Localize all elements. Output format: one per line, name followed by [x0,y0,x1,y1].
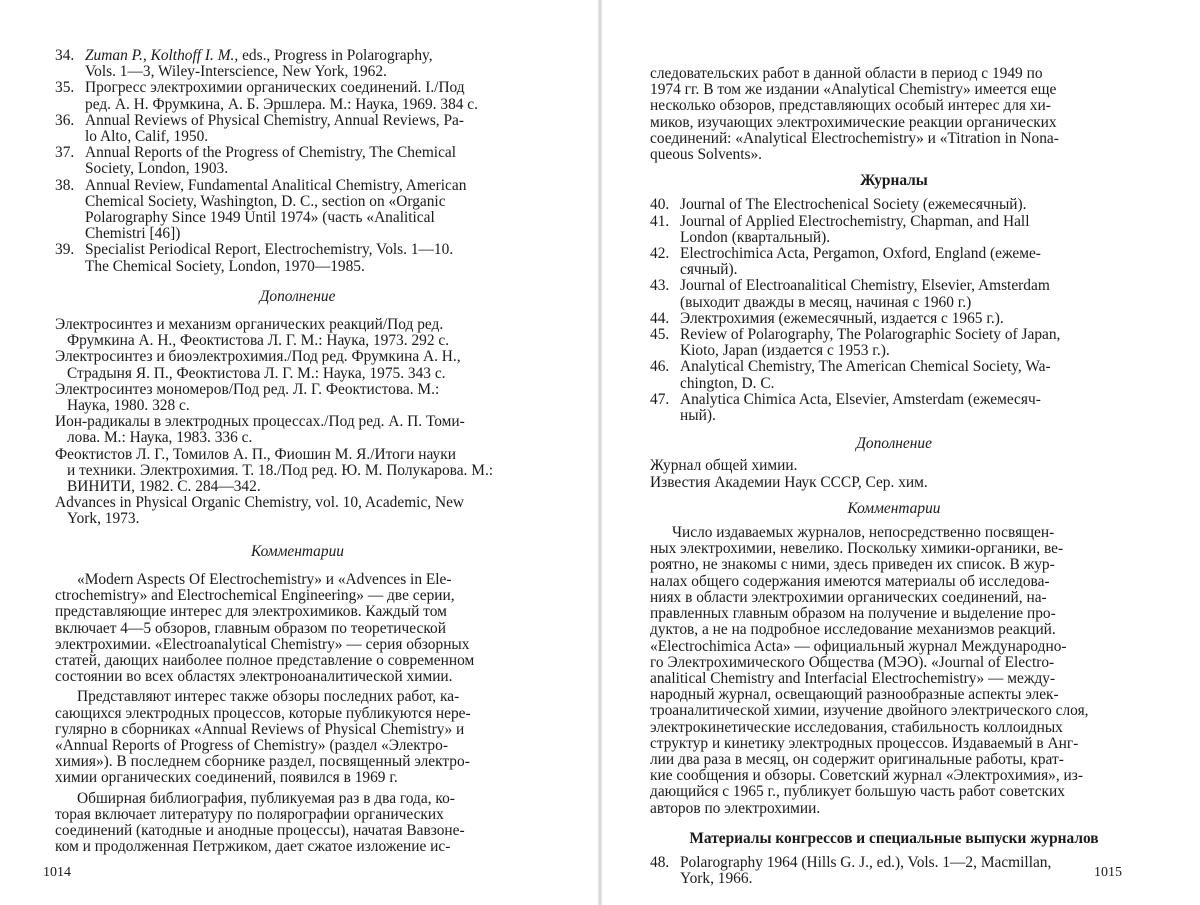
reference-line: ред. А. Н. Фрумкина, А. Б. Эршлера. М.: Наука, 1969. 384 с. [85,95,478,113]
materials-list [650,855,1138,887]
reference-line: Society, London, 1903. [85,160,229,178]
paragraph-line: Число издаваемых журналов, непосредственно посвящен- [672,524,1055,542]
supplement-line: лова. М.: Наука, 1983. 336 с. [67,429,253,447]
journals-heading: Журналы [860,172,928,190]
reference-line: Specialist Periodical Report, Electrochemistry, Vols. 1—10. [85,241,454,259]
supplement-list-right [650,458,1138,490]
supplement-list-left [55,317,540,528]
reference-line: Vols. 1—3, Wiley-Interscience, New York, 1962. [85,63,387,81]
journal-number: 41. [650,212,670,230]
paragraph-line: «Modern Aspects Of Electrochemistry» и «Advences in Ele- [77,570,452,588]
right-page [600,0,1200,905]
paragraph-line: queous Solvents». [650,146,763,164]
paragraph-line: народный журнал, освещающий разнообразные аспекты элек- [650,686,1059,704]
journal-number: 40. [650,196,670,214]
journal-line: chington, D. C. [680,374,775,392]
paragraph-line: следовательских работ в данной области в период с 1949 по [650,65,1043,82]
journal-line: (выходит дважды в месяц, начиная с 1960 г.) [680,293,972,311]
supplement-line: Известия Академии Наук СССР, Сер. хим. [650,473,928,491]
reference-number: 36. [55,111,75,129]
supplement-line: York, 1973. [67,510,140,528]
paragraph-line: 1974 гг. В том же издании «Analytical Chemistry» имеется еще [650,81,1057,99]
reference-line: Chemistri [46]) [85,225,181,243]
reference-number: 38. [55,176,75,194]
paragraph-line: сающихся электродных процессов, которые публикуются нере- [55,704,471,722]
journal-line: Analytical Chemistry, The American Chemical Society, Wa- [680,358,1051,376]
supplement-line: Наука, 1980. 328 с. [67,397,190,415]
paragraph-line: несколько обзоров, представляющих особый интерес для хи- [650,97,1051,115]
supplement-line: ВИНИТИ, 1982. С. 284—342. [67,478,261,496]
paragraph-line: соединений (катодные и анодные процессы), начатая Вавзоне- [55,821,465,839]
materials-heading: Материалы конгрессов и специальные выпуски журналов [689,829,1099,847]
journal-item [650,327,1138,343]
paragraph-line: гулярно в сборниках «Annual Reviews of Physical Chemistry» и [55,720,465,738]
paragraph-line: представляющие интерес для электрохимиков. Каждый том [55,603,447,621]
journal-list [650,197,1138,424]
materials-item [650,855,1138,871]
supplement-heading: Дополнение [259,287,336,305]
reference-number: 39. [55,241,75,259]
journal-number: 44. [650,309,670,327]
page-number-left: 1014 [43,865,71,880]
supplement-line: и техники. Электрохимия. Т. 18./Под ред. Ю. М. Полукарова. М.: [67,461,494,479]
supplement-line: Журнал общей химии. [650,457,798,475]
reference-line: Chemical Society, Washington, D. C., section on «Organic [85,192,446,210]
paragraph-line: авторов по электрохимии. [650,799,821,817]
supplement-line: Феоктистов Л. Г., Томилов А. П., Фиошин М. Я./Итоги науки [55,445,456,463]
paragraph-line: налах общего содержания имеются материалы об исследова- [650,572,1050,590]
paragraph-line: го Электрохимического Общества (МЭО). «Journal of Electro- [650,653,1055,671]
supplement-line: Страдыня Я. П., Феоктистова Л. Г. М.: Наука, 1975. 343 с. [67,364,446,382]
reference-line: Annual Review, Fundamental Analitical Chemistry, American [85,176,467,194]
paragraph-line: электрохимии. «Electroanalytical Chemistry» — серия обзорных [55,635,470,653]
paragraph-line: ctrochemistry» and Electrochemical Engineering» — две серии, [55,587,455,605]
paragraph-line: электрокинетические исследования, стабильность коллоидных [650,718,1063,736]
journal-line: Kioto, Japan (издается с 1953 г.). [680,342,890,360]
reference-item [55,80,540,96]
reference-text-rest: eds., Progress in Polarography, [238,47,433,64]
supplement-line: Электросинтез мономеров/Под ред. Л. Г. Феоктистова. М.: [55,380,440,398]
journal-line: Journal of Applied Electrochemistry, Chapman, and Hall [680,212,1030,230]
materials-number: 48. [650,853,670,871]
reference-number: 37. [55,144,75,162]
materials-line: Polarography 1964 (Hills G. J., ed.), Vols. 1—2, Macmillan, [680,853,1052,871]
reference-list-left [55,48,540,275]
journal-item [650,246,1138,262]
comments-heading-right: Комментарии [847,499,941,517]
journal-number: 45. [650,326,670,344]
paragraph-line: «Annual Reports of Progress of Chemistry» (раздел «Электро- [55,736,448,754]
paragraph-line: торая включает литературу по полярографии органических [55,805,444,823]
journal-line: Review of Polarography, The Polarographic Society of Japan, [680,326,1061,344]
paragraph-line: Обширная библиография, публикуемая раз в два года, ко- [77,789,455,807]
paragraph-line: кие сообщения и обзоры. Советский журнал «Электрохимия», из- [650,767,1083,785]
paragraph-line: химия»). В последнем сборнике раздел, посвященный электро- [55,753,470,771]
reference-line: Annual Reviews of Physical Chemistry, Annual Reviews, Pa- [85,111,465,129]
page-number-right: 1015 [1094,865,1122,880]
journal-item [650,214,1138,230]
paragraph-line: троаналитической химии, изучение двойного электрического слоя, [650,702,1089,720]
intro-paragraph [650,66,1138,163]
paragraph-line: дающийся с 1965 г., публикует большую часть работ советских [650,783,1065,801]
comments-heading: Комментарии [251,542,344,560]
reference-item [55,145,540,161]
paragraph-line: «Electrochimica Acta» — официальный журнал Международно- [650,637,1067,655]
paragraph-line: правленных главным образом на получение и выделение про- [650,605,1056,623]
paragraph-line: analitical Chemistry and Interfacial Electrochemistry» — между- [650,669,1056,687]
journal-number: 42. [650,245,670,263]
journal-number: 43. [650,277,670,295]
paragraph-line: лии два раза в месяц, он содержит оригинальные работы, крат- [650,750,1064,768]
paragraph-line: статей, дающих наиболее полное представление о современном [55,651,475,669]
journal-line: Journal of The Electrochenical Society (ежемесячный). [680,196,1027,214]
paragraph-line: соединений: «Analytical Electrochemistry» и «Titration in Nona- [650,129,1059,147]
journal-item [650,278,1138,294]
reference-item [55,48,540,64]
journal-line: Electrochimica Acta, Pergamon, Oxford, England (ежеме- [680,245,1041,263]
paragraph-line: Представляют интерес также обзоры последних работ, ка- [77,688,460,706]
supplement-line: Advances in Physical Organic Chemistry, vol. 10, Academic, New [55,494,465,512]
reference-line: Polarography Since 1949 Until 1974» (часть «Analitical [85,209,435,227]
paragraph-line: включает 4—5 обзоров, главным образом по теоретической [55,619,446,637]
reference-line: The Chemical Society, London, 1970—1985. [85,257,365,275]
journal-line: ный). [680,407,716,425]
paragraph-line: дуктов, а не на подробное исследование механизмов реакций. [650,621,1056,639]
supplement-line: Фрумкина А. Н., Феоктистова Л. Г. М.: Наука, 1973. 292 с. [67,332,450,350]
journal-line: London (квартальный). [680,228,831,246]
journal-line: Analytica Chimica Acta, Elsevier, Amsterdam (ежемесяч- [680,390,1041,408]
reference-line: Annual Reports of the Progress of Chemistry, The Chemical [85,144,457,162]
paragraph-line: миков, изучающих электрохимические реакции органических [650,113,1057,131]
reference-item [55,178,540,194]
paragraph-line: роятно, не знакомы с ними, здесь приведен их список. В жур- [650,556,1055,574]
paragraph-line: химии органических соединений, появился в 1969 г. [55,769,398,787]
reference-text: Zuman P., Kolthoff I. M., eds., Progress in Polarography, [85,47,433,64]
supplement-line: Электросинтез и биоэлектрохимия./Под ред. Фрумкина А. Н., [55,348,461,366]
paragraph-line: ком и продолженная Петржиком, дает сжатое изложение ис- [55,838,451,856]
materials-line: York, 1966. [680,870,753,888]
journal-item [650,359,1138,375]
paragraph-line: ниях в области электрохимии органических соединений, на- [650,588,1047,606]
journal-item [650,311,1138,327]
journal-item [650,392,1138,408]
journal-number: 46. [650,358,670,376]
supplement-line: Ион-радикалы в электродных процессах./Под ред. А. П. Томи- [55,413,465,431]
journal-line: Электрохимия (ежемесячный, издается с 1965 г.). [680,309,1004,327]
reference-item [55,113,540,129]
paragraph-line: структур и кинетику электродных процессов. Издаваемый в Анг- [650,734,1079,752]
journal-line: Journal of Electroanalitical Chemistry, Elsevier, Amsterdam [680,277,1050,295]
reference-line: lo Alto, Calif, 1950. [85,128,209,146]
comments-left [55,572,540,855]
reference-number: 35. [55,79,75,97]
journal-item [650,197,1138,213]
reference-line: Прогресс электрохимии органических соединений. I./Под [85,79,465,97]
supplement-line: Электросинтез и механизм органических реакций/Под ред. [55,316,444,334]
comments-right [650,525,1138,817]
supplement-heading-right: Дополнение [856,435,932,453]
journal-line: сячный). [680,261,738,279]
paragraph-line: ных электрохимии, невелико. Поскольку химики-органики, ве- [650,540,1064,558]
paragraph-line: состоянии во всех областях электроноаналитической химии. [55,668,453,686]
reference-number: 34. [55,47,75,64]
reference-item [55,242,540,258]
journal-number: 47. [650,390,670,408]
